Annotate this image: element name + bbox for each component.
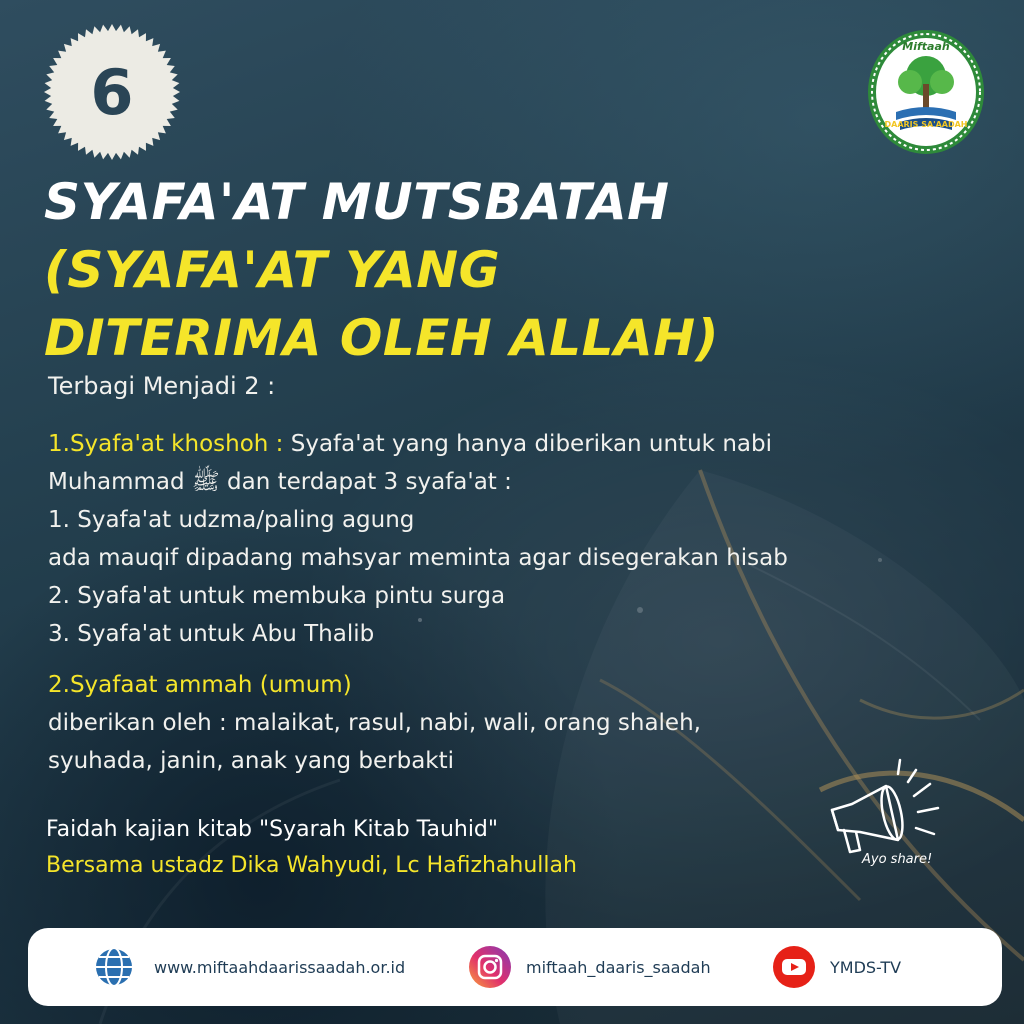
section-1-heading: 1.Syafa'at khoshoh : xyxy=(48,431,284,457)
instagram-handle[interactable]: miftaah_daaris_saadah xyxy=(526,958,711,977)
title-line-3: DITERIMA OLEH ALLAH) xyxy=(44,309,719,367)
credit-line-1: Faidah kajian kitab "Syarah Kitab Tauhid" xyxy=(46,817,499,842)
section-1-item: ada mauqif dipadang mahsyar meminta agar disegerakan hisab xyxy=(48,545,788,571)
section-2-line: diberikan oleh : malaikat, rasul, nabi, wali, orang shaleh, xyxy=(48,710,701,736)
section-1-line-2: Muhammad ﷺ dan terdapat 3 syafa'at : xyxy=(48,469,512,495)
section-khoshoh xyxy=(48,425,1008,653)
youtube-channel[interactable]: YMDS-TV xyxy=(830,958,902,977)
credit-block xyxy=(46,812,577,884)
website-link[interactable]: www.miftaahdaarissaadah.or.id xyxy=(154,958,406,977)
logo-title: Miftaah xyxy=(902,40,950,53)
youtube-icon xyxy=(772,945,816,989)
credit-line-2: Bersama ustadz Dika Wahyudi, Lc Hafizhahullah xyxy=(46,853,577,878)
section-2-heading: 2.Syafaat ammah (umum) xyxy=(48,672,352,698)
section-1-item: 3. Syafa'at untuk Abu Thalib xyxy=(48,621,375,647)
section-2-line: syuhada, janin, anak yang berbakti xyxy=(48,748,455,774)
title-line-2: (SYAFA'AT YANG xyxy=(44,241,501,299)
badge-number: 6 xyxy=(90,55,134,129)
globe-icon xyxy=(92,945,136,989)
instagram-icon xyxy=(468,945,512,989)
intro-text: Terbagi Menjadi 2 : xyxy=(48,372,276,400)
share-label: Ayo share! xyxy=(862,852,933,867)
section-1-lead: Syafa'at yang hanya diberikan untuk nabi xyxy=(283,431,772,457)
section-1-first-line xyxy=(48,425,1008,463)
section-1-item: 1. Syafa'at udzma/paling agung xyxy=(48,507,415,533)
logo-subtitle: DAARIS SA'AADAH xyxy=(884,120,968,129)
page-title xyxy=(44,168,944,372)
section-1-item: 2. Syafa'at untuk membuka pintu surga xyxy=(48,583,506,609)
title-line-1: SYAFA'AT MUTSBATAH xyxy=(44,173,670,231)
footer-bar xyxy=(28,928,1002,1006)
